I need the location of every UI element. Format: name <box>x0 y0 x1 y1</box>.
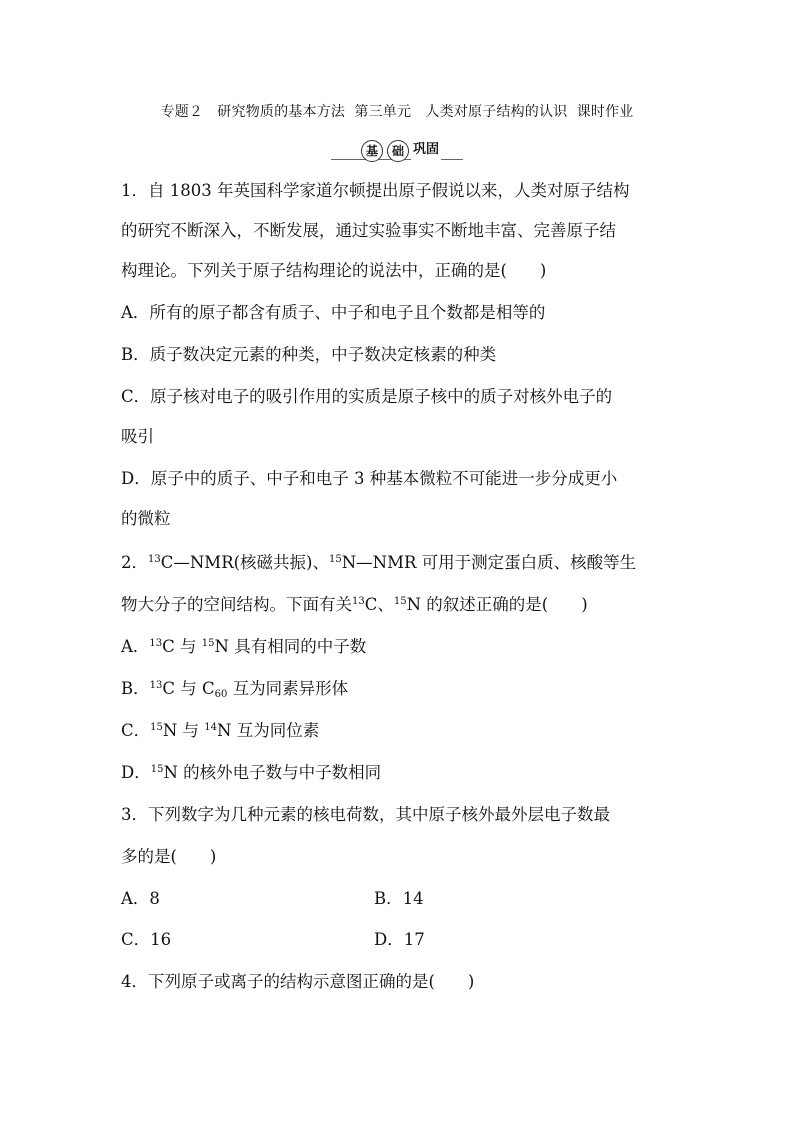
q1-option-c-line-1: C．原子核对电子的吸引作用的实质是原子核中的质子对核外电子的 <box>121 387 613 406</box>
q3-stem-line-1: 3．下列数字为几种元素的核电荷数，其中原子核外最外层电子数最 <box>121 805 610 824</box>
q3-stem-line-2: 多的是( ) <box>121 847 217 866</box>
q1-stem-line-1: 1．自 1803 年英国科学家道尔顿提出原子假说以来，人类对原子结构 <box>121 181 630 200</box>
page-title: 专题２ 研究物质的基本方法 第三单元 人类对原子结构的认识 课时作业 <box>160 104 634 120</box>
q1-option-d-line-1: D．原子中的质子、中子和电子 3 种基本微粒不可能进一步分成更小 <box>121 469 618 488</box>
q1-stem-line-3: 构理论。下列关于原子结构理论的说法中，正确的是( ) <box>121 261 547 280</box>
section-badge <box>0 139 794 163</box>
q2-stem-line-1: 2．$^{13}$C—NMR(核磁共振)、$^{15}$N—NMR 可用于测定蛋白质、核酸等生 <box>121 553 637 572</box>
badge-char-1: 基 <box>361 140 383 162</box>
q3-option-a: A．8 <box>121 889 160 908</box>
q3-option-b: B．14 <box>374 889 424 908</box>
q3-option-c: C．16 <box>121 930 172 949</box>
q2-option-c: C．$^{15}$N 与 $^{14}$N 互为同位素 <box>121 721 320 740</box>
badge-text: 巩固 <box>411 140 441 160</box>
q1-option-b: B．质子数决定元素的种类，中子数决定核素的种类 <box>121 345 497 364</box>
q3-option-d: D．17 <box>374 930 425 949</box>
badge-char-2: 础 <box>387 140 409 162</box>
q2-stem-line-2: 物大分子的空间结构。下面有关$^{13}$C、$^{15}$N 的叙述正确的是( ) <box>121 595 588 614</box>
q2-option-d: D．$^{15}$N 的核外电子数与中子数相同 <box>121 763 382 782</box>
q2-option-b: B．$^{13}$C 与 $C_{60}$ 互为同素异形体 <box>121 679 349 700</box>
q1-stem-line-2: 的研究不断深入，不断发展，通过实验事实不断地丰富、完善原子结 <box>121 221 616 240</box>
q4-stem-line-1: 4．下列原子或离子的结构示意图正确的是( ) <box>121 972 475 991</box>
q2-option-a: A．$^{13}$C 与 $^{15}$N 具有相同的中子数 <box>121 637 367 656</box>
q1-option-d-line-2: 的微粒 <box>121 509 171 528</box>
q1-option-a: A．所有的原子都含有质子、中子和电子且个数都是相等的 <box>121 303 546 322</box>
q1-option-c-line-2: 吸引 <box>121 427 154 446</box>
